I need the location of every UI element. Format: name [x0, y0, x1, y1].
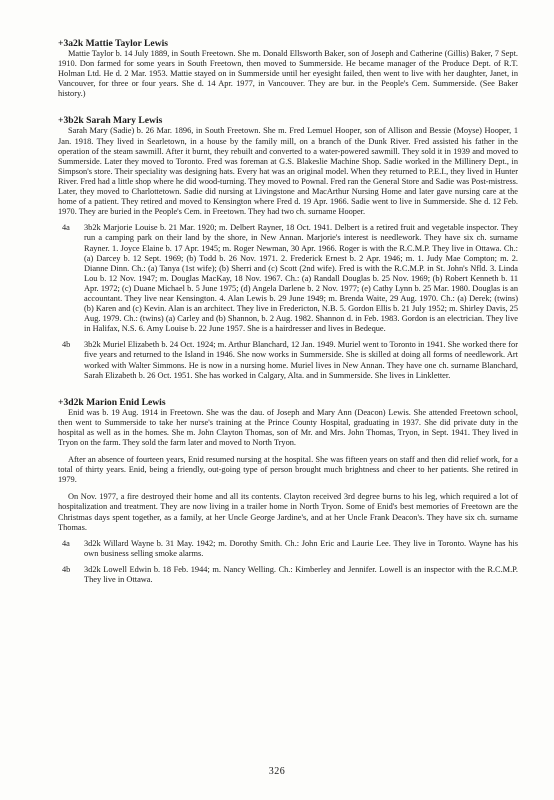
section-paragraph: On Nov. 1977, a fire destroyed their home and all its contents. Clayton received 3rd degree burns to his leg, which required a lot of hospitalization and treatment. They are now living in a trailer home in North Tryon. Some of Enid's best memories of Freetown are the Christmas days spent together, as a family, at her Uncle George Jardine's, and at her Uncle Frank Deacon's. They have six ch. surname Thomas.: [58, 492, 518, 532]
section-sarah-mary-lewis: [58, 115, 518, 380]
section-paragraph: Mattie Taylor b. 14 July 1889, in South Freetown. She m. Donald Ellsworth Baker, son of Joseph and Catherine (Gillis) Baker, 7 Sept. 1910. Don farmed for some years in South Freetown, then moved to Summerside. He became manager of the Produce Dept. of R.T. Holman Ltd. He d. 2 Mar. 1953. Mattie stayed on in Summerside until her eyesight failed, then went to live with her daughter, Janet, in Vancouver, for three or four years. She d. 14 Apr. 1977, in Vancouver. They are bur. in the People's Cem. Summerside. (See Baker history.): [58, 49, 518, 99]
entry-text: 3d2k Willard Wayne b. 31 May. 1942; m. Dorothy Smith. Ch.: John Eric and Laurie Lee. They live in Toronto. Wayne has his own business selling smoke alarms.: [84, 538, 518, 558]
entry-number: 4b: [62, 564, 71, 574]
section-mattie-taylor-lewis: [58, 38, 518, 99]
descendant-entry: [58, 565, 518, 585]
entry-text: 3b2k Marjorie Louise b. 21 Mar. 1920; m. Delbert Rayner, 18 Oct. 1941. Delbert is a retired fruit and vegetable inspector. They run a camping park on their land by the shore, in New Annan. Marjorie's interest is needlework. They have six ch. surname Rayner. 1. Joyce Elaine b. 17 Apr. 1945; m. Roger Newman, 30 Apr. 1966. Roger is with the R.C.M.P. They live in Ottawa. Ch.: (a) Darcey b. 12 Sept. 1969; (b) Todd b. 26 Nov. 1971. 2. Frederick Ernest b. 2 Apr. 1946; m. 1. Judy Mae Compton; m. 2. Dianne Dinn. Ch.: (a) Tanya (1st wife); (b) Sherri and (c) Scott (2nd wife). Fred is with the R.C.M.P. in St. John's Nfld. 3. Linda Lou b. 12 Nov. 1947; m. Douglas MacKay, 18 Nov. 1967. Ch.: (a) Randall Douglas b. 25 Nov. 1969; (b) Robert Kenneth b. 11 Apr. 1972; (c) Duane Michael b. 5 June 1975; (d) Angela Darlene b. 2 Nov. 1977; (e) Cathy Lynn b. 25 Mar. 1980. Douglas is an accountant. They live near Kensington. 4. Alan Lewis b. 29 June 1949; m. Brenda Waite, 29 Aug. 1970. Ch.: (a) Derek; (twins) (b) Karen and (c) Kevin. Alan is an architect. They live in Fredericton, N.B. 5. Gordon Ellis b. 21 July 1952; m. Shirley Davis, 25 Aug. 1979. Ch.: (twins) (a) Carley and (b) Shannon, b. 2 Aug. 1982. Shannon d. in Feb. 1983. Gordon is an electrician. They live in Halifax, N.S. 6. Amy Louise b. 22 June 1957. She is a hairdresser and lives in Bedeque.: [84, 223, 518, 334]
entry-number: 4b: [62, 340, 71, 350]
section-paragraph: After an absence of fourteen years, Enid resumed nursing at the hospital. She was fifteen years on staff and then did relief work, for a total of thirty years. Enid, being a friendly, out-going type of person brought much brightness and cheer to her patients. She retired in 1979.: [58, 455, 518, 485]
section-paragraph: Sarah Mary (Sadie) b. 26 Mar. 1896, in South Freetown. She m. Fred Lemuel Hooper, son of Allison and Bessie (Moyse) Hooper, 1 Jan. 1918. They lived in Searletown, in a house by the family mill, on a branch of the Dunk River. Fred assisted his father in the operation of the steam sawmill. After it burnt, they rebuilt and converted to a water-powered sawmill. They sold it in 1939 and moved to Summerside. Later they moved to Toronto. Fred was foreman at G.S. Blakeslie Machine Shop. Sadie worked in the Millinery Dept., in Simpson's store. Their speciality was designing hats. Every hat was an original model. When they returned to P.E.I., they lived in Hunter River. Fred had a little shop where he did wood-turning. They moved to Pownal. Fred ran the General Store and Sadie was Post-mistress. Later, they moved to Charlottetown. Sadie did nursing at Livingstone and MacArthur Nursing Home and later gave nursing care at the home of a patient. They retired and moved to Kensington where Fred d. 19 Apr. 1966. Sadie went to live in Summerside. She d. 12 Feb. 1970. They are buried in the People's Cem. in Freetown. They had two ch. surname Hooper.: [58, 126, 518, 217]
entry-text: 3d2k Lowell Edwin b. 18 Feb. 1944; m. Nancy Welling. Ch.: Kimberley and Jennifer. Lowell is an inspector with the R.C.M.P. They live in Ottawa.: [84, 564, 518, 585]
entry-number: 4a: [62, 223, 70, 233]
section-heading: +3d2k Marion Enid Lewis: [58, 396, 166, 408]
section-heading: +3a2k Mattie Taylor Lewis: [58, 38, 169, 49]
section-marion-enid-lewis: [58, 397, 518, 585]
section-paragraph: Enid was b. 19 Aug. 1914 in Freetown. She was the dau. of Joseph and Mary Ann (Deacon) Lewis. She attended Freetown school, then went to Summerside to take her nurse's training at the Prince County Hospital, graduating in 1937. She did private duty in the hospital as well as in the homes. She m. John Clayton Thomas, son of Mr. and Mrs. John Thomas, Tryon, in Sept. 1941. They lived in Tryon on the farm. They sold the farm later and moved to North Tryon.: [58, 407, 518, 447]
entry-text: 3b2k Muriel Elizabeth b. 24 Oct. 1924; m. Arthur Blanchard, 12 Jan. 1949. Muriel went to Toronto in 1941. She worked there for five years and returned to the Island in 1946. She now works in Summerside. She is skilled at doing all forms of needlework. Art worked with Walter Simmons. He is now in a nursing home. Muriel lives in New Annan. They have one ch. surname Blanchard, Sarah Elizabeth b. 26 Oct. 1951. She has worked in Calgary, Alta. and in Summerside. She lives in Linkletter.: [84, 340, 518, 380]
entry-number: 4a: [62, 538, 70, 548]
descendant-entry: [58, 539, 518, 559]
descendant-entry: [58, 223, 518, 334]
page-number: 326: [268, 766, 286, 777]
descendant-entry: [58, 340, 518, 380]
section-heading: +3b2k Sarah Mary Lewis: [58, 115, 163, 127]
